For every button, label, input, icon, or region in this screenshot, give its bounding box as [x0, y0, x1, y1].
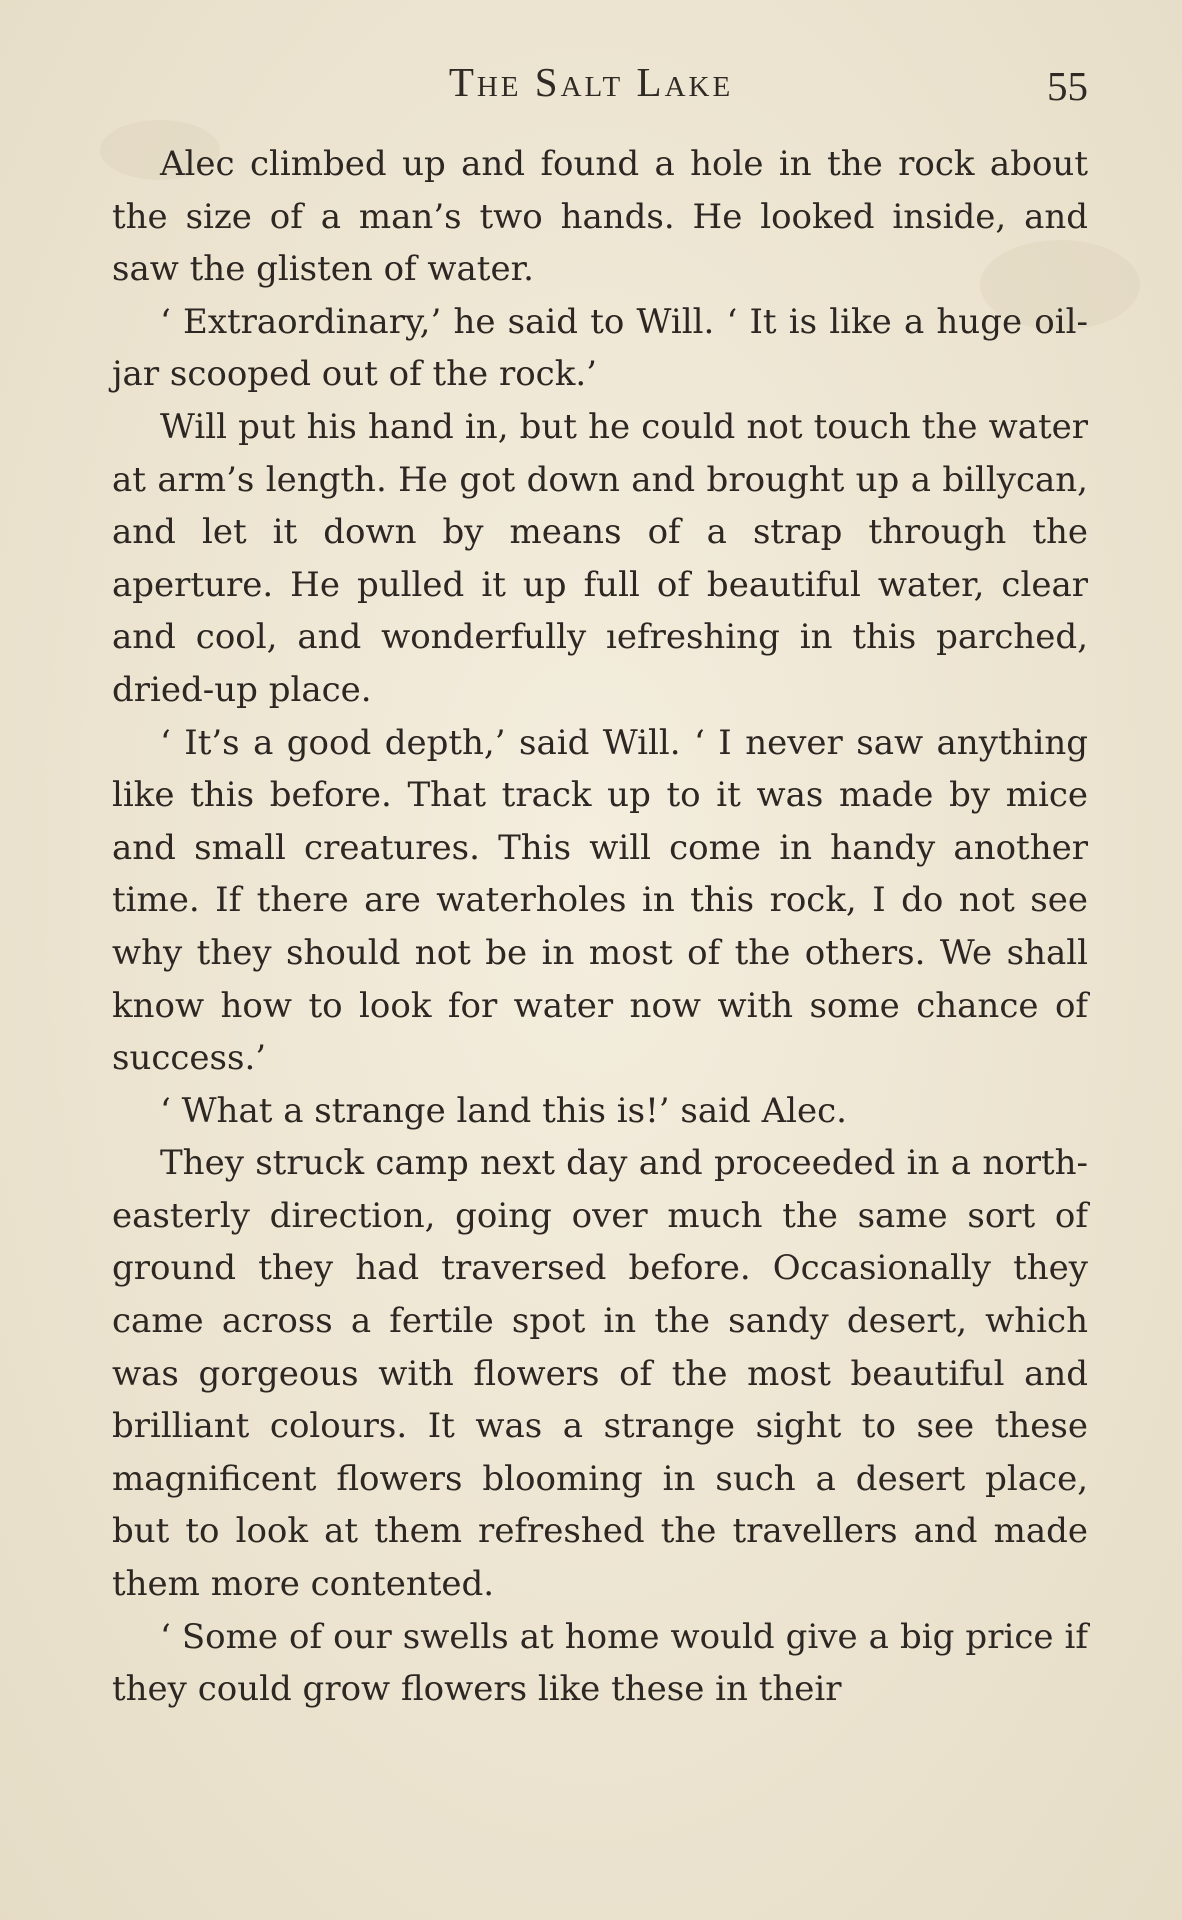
paragraph: Alec climbed up and found a hole in the rock about the size of a man’s two hands. He looked inside, and saw the glisten of water. — [112, 144, 1088, 290]
paragraph: They struck camp next day and proceeded in a north-easterly direction, going over much the same sort of ground they had traversed before. Occasionally they came across a fertile spot in the sandy desert, which was gorgeous with flowers of the most beautiful and brilliant colours. It was a strange sight to see these magnificent flowers blooming in such a desert place, but to look at them refreshed the travellers and made them more contented. — [112, 1143, 1088, 1605]
running-title: The Salt Lake — [448, 59, 734, 105]
paragraph: ‘ Extraordinary,’ he said to Will. ‘ It is like a huge oil-jar scooped out of the rock.’ — [112, 301, 1088, 395]
running-header — [0, 58, 1182, 108]
body-text — [112, 138, 1088, 1716]
paragraph: ‘ What a strange land this is!’ said Alec. — [160, 1090, 847, 1131]
paragraph: ‘ Some of our swells at home would give a big price if they could grow flowers like these in their — [112, 1616, 1088, 1710]
paragraph: ‘ It’s a good depth,’ said Will. ‘ I never saw anything like this before. That track up to it was made by mice and small creatures. This will come in handy another time. If there are waterholes in this rock, I do not see why they should not be in most of the others. We shall know how to look for water now with some chance of success.’ — [112, 722, 1088, 1079]
paragraph: Will put his hand in, but he could not touch the water at arm’s length. He got down and brought up a billycan, and let it down by means of a strap through the aperture. He pulled it up full of beautiful water, clear and cool, and wonderfully ıefreshing in this parched, dried-up place. — [112, 406, 1088, 710]
page-number: 55 — [1047, 63, 1088, 109]
